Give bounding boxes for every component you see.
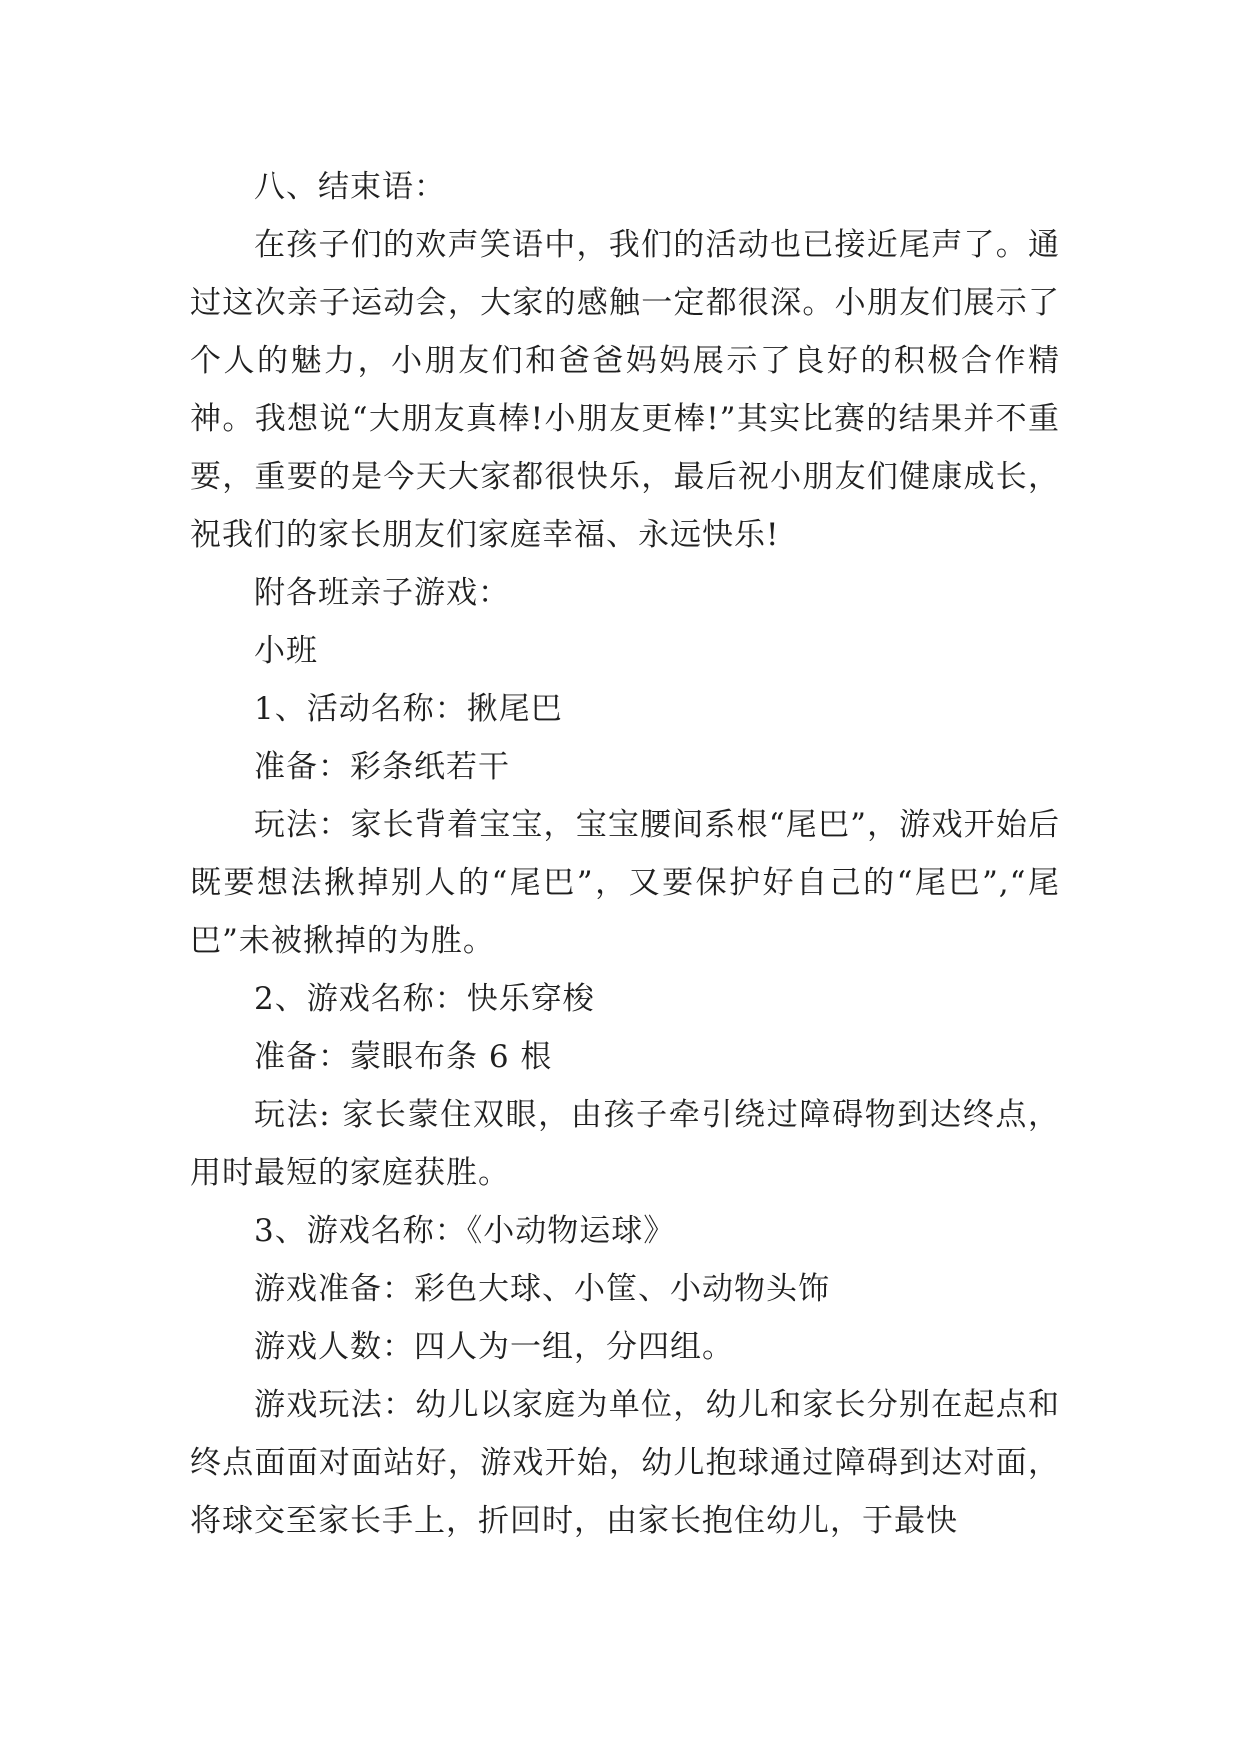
game-2-title: 2、游戏名称：快乐穿梭 [254, 981, 595, 1017]
game-2-rules: 玩法: 家长蒙住双眼，由孩子牵引绕过障碍物到达终点，用时最短的家庭获胜。 [190, 1097, 1060, 1191]
game-3-players: 游戏人数：四人为一组，分四组。 [254, 1329, 734, 1365]
game-1-preparation: 准备：彩条纸若干 [254, 749, 510, 785]
section-heading-closing: 八、结束语： [254, 169, 446, 205]
game-1-rules: 玩法：家长背着宝宝，宝宝腰间系根“尾巴”，游戏开始后既要想法揪掉别人的“尾巴”，又要保护好自己的“尾巴”,“尾巴”未被揪掉的为胜。 [190, 807, 1060, 959]
class-heading-small: 小班 [254, 633, 318, 669]
game-3-preparation: 游戏准备：彩色大球、小筐、小动物头饰 [254, 1271, 830, 1307]
game-3-rules: 游戏玩法：幼儿以家庭为单位，幼儿和家长分别在起点和终点面面对面站好，游戏开始，幼儿抱球通过障碍到达对面，将球交至家长手上，折回时，由家长抱住幼儿，于最快 [190, 1387, 1060, 1539]
appendix-heading: 附各班亲子游戏： [254, 575, 510, 611]
document-body [190, 158, 1060, 1550]
game-2-preparation: 准备：蒙眼布条 6 根 [254, 1039, 553, 1075]
game-3-title: 3、游戏名称：《小动物运球》 [254, 1213, 676, 1249]
game-1-title: 1、活动名称：揪尾巴 [254, 691, 563, 727]
closing-paragraph: 在孩子们的欢声笑语中，我们的活动也已接近尾声了。通过这次亲子运动会，大家的感触一定都很深。小朋友们展示了个人的魅力，小朋友们和爸爸妈妈展示了良好的积极合作精神。我想说“大朋友真棒!小朋友更棒!”其实比赛的结果并不重要，重要的是今天大家都很快乐，最后祝小朋友们健康成长，祝我们的家长朋友们家庭幸福、永远快乐! [190, 227, 1060, 553]
